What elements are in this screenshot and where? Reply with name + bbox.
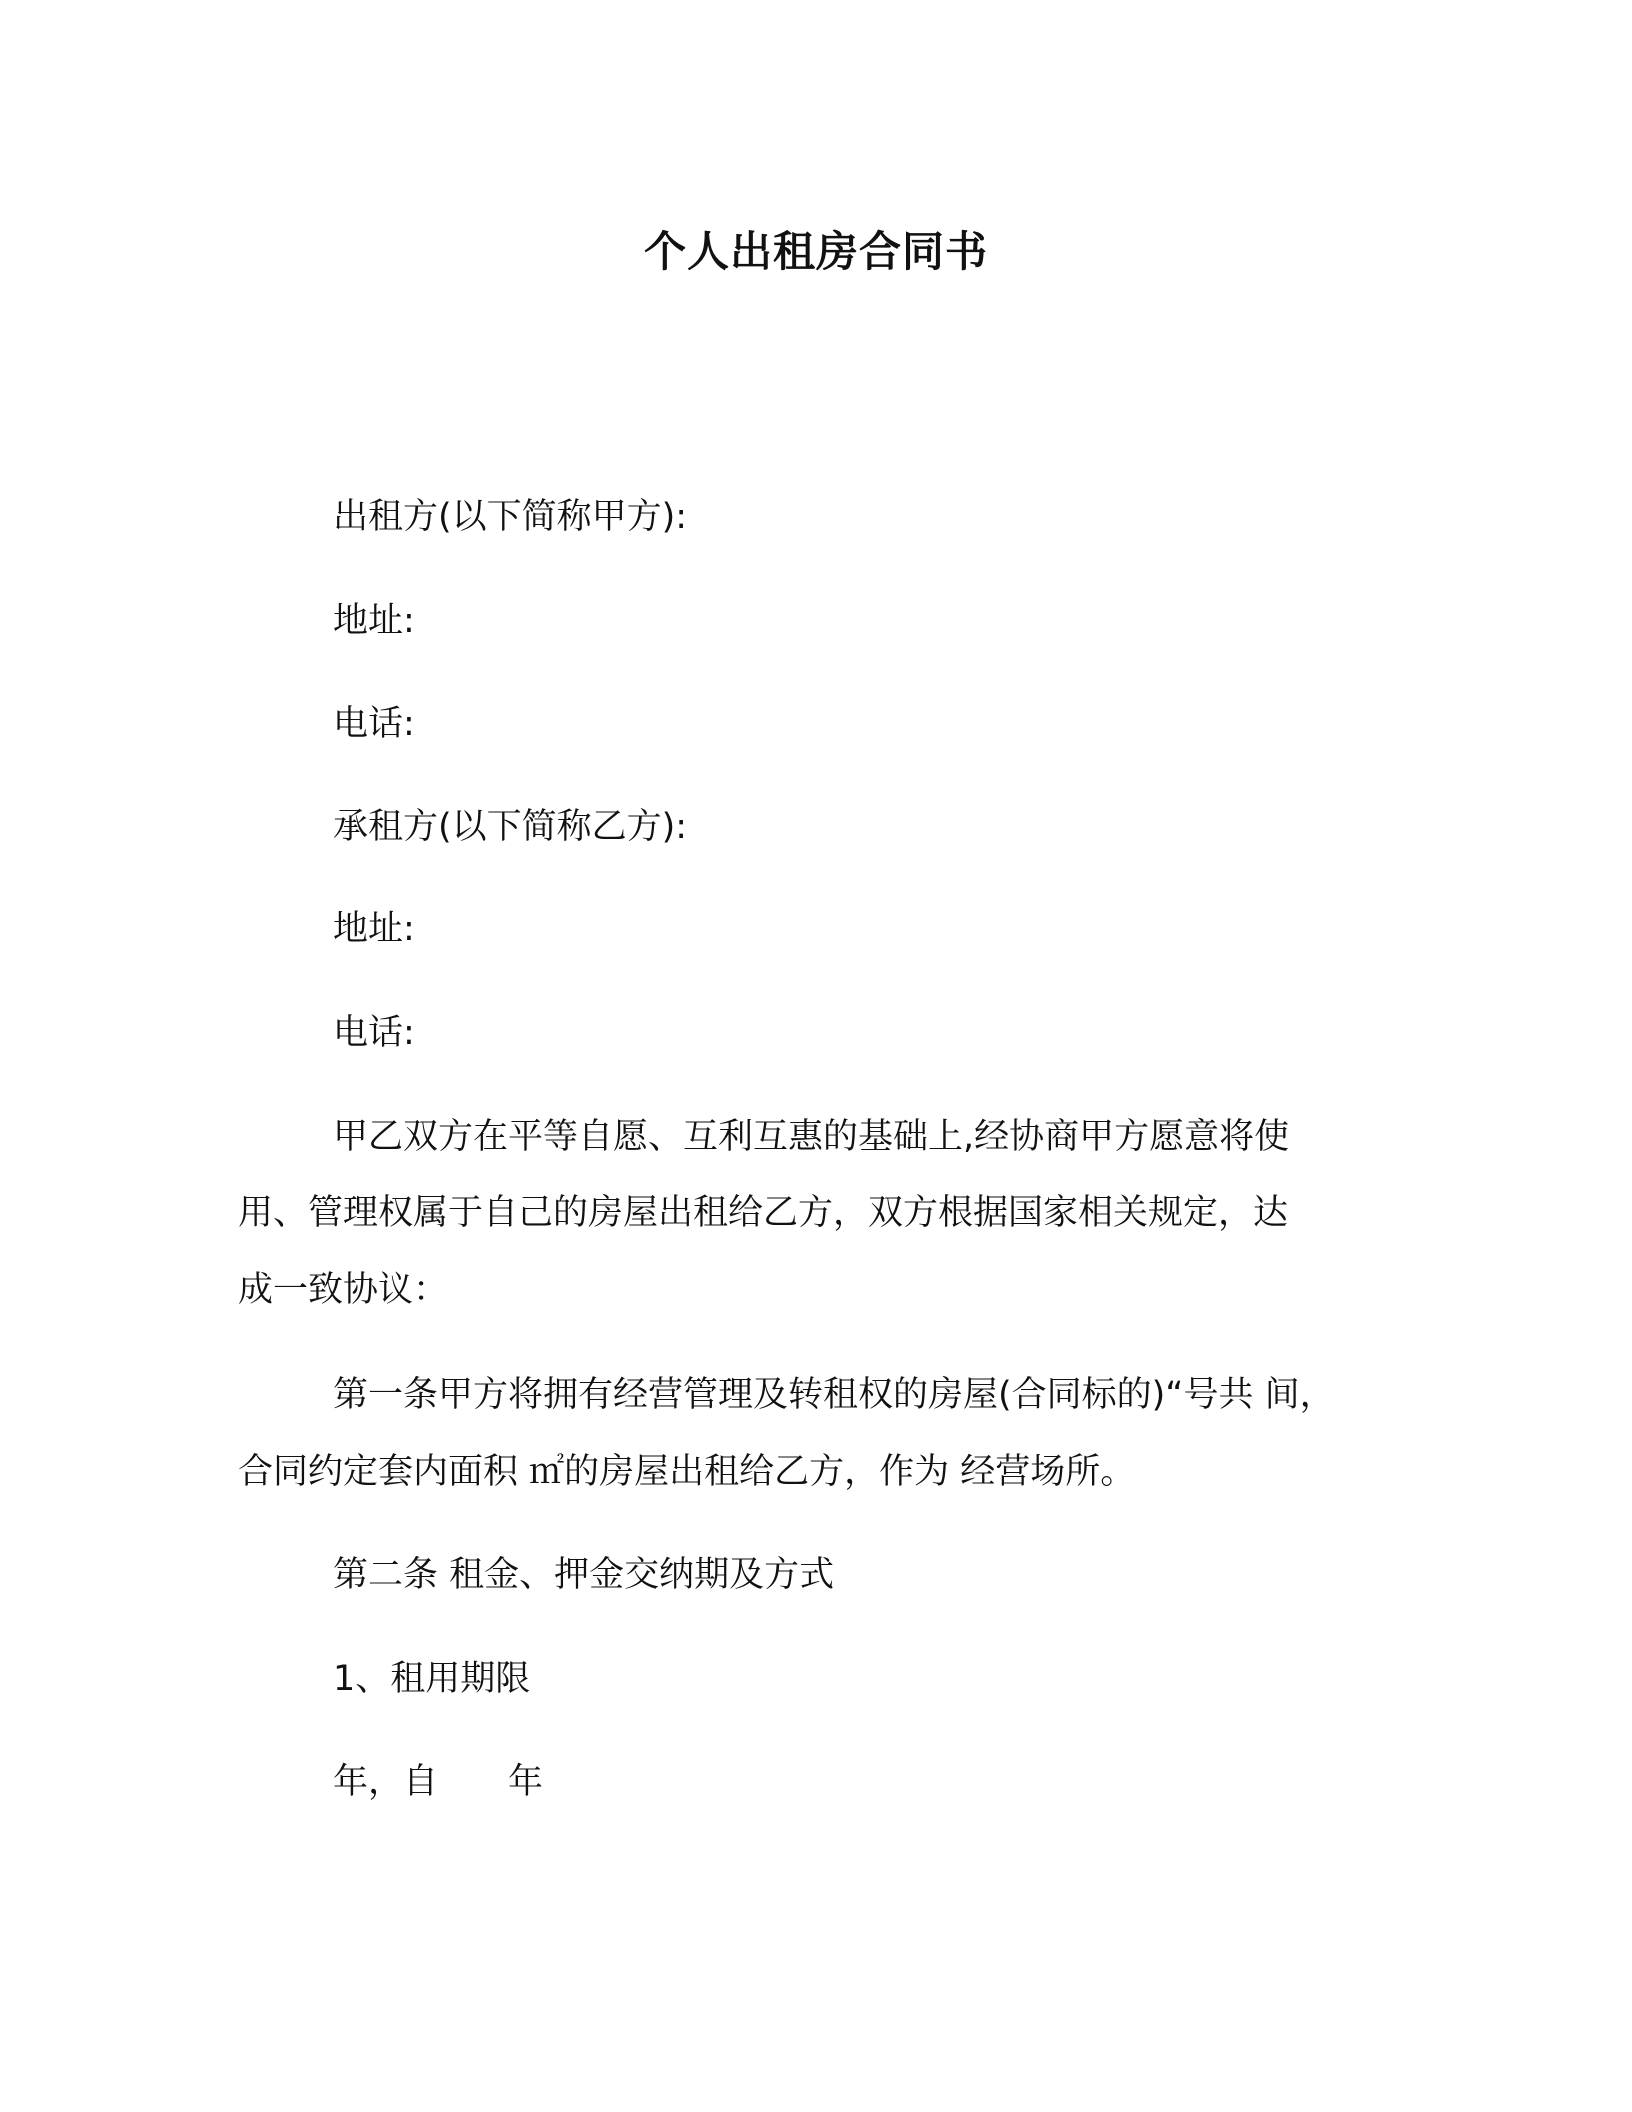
- lessor-address-label: 地址:: [333, 601, 415, 641]
- item1-text: 年，自 年: [333, 1762, 544, 1802]
- preamble-line-1: 甲乙双方在平等自愿、互利互惠的基础上,经协商甲方愿意将使: [333, 1117, 1290, 1157]
- preamble-line-2: 用、管理权属于自己的房屋出租给乙方，双方根据国家相关规定，达: [238, 1193, 1289, 1233]
- article1-line-2: 合同约定套内面积 ㎡的房屋出租给乙方，作为 经营场所。: [238, 1452, 1136, 1492]
- lessor-label: 出租方(以下简称甲方):: [333, 497, 688, 537]
- preamble-line-3: 成一致协议：: [238, 1270, 449, 1310]
- lessee-label: 承租方(以下简称乙方):: [333, 807, 688, 847]
- lessee-phone-label: 电话:: [333, 1013, 415, 1053]
- lessee-address-label: 地址:: [333, 909, 415, 949]
- article2-heading: 第二条 租金、押金交纳期及方式: [333, 1555, 835, 1595]
- article1-line-1: 第一条甲方将拥有经营管理及转租权的房屋(合同标的)“号共 间，: [333, 1375, 1335, 1415]
- item1-heading: 1、租用期限: [333, 1659, 531, 1699]
- document-title: 个人出租房合同书: [643, 227, 988, 276]
- lessor-phone-label: 电话:: [333, 704, 415, 744]
